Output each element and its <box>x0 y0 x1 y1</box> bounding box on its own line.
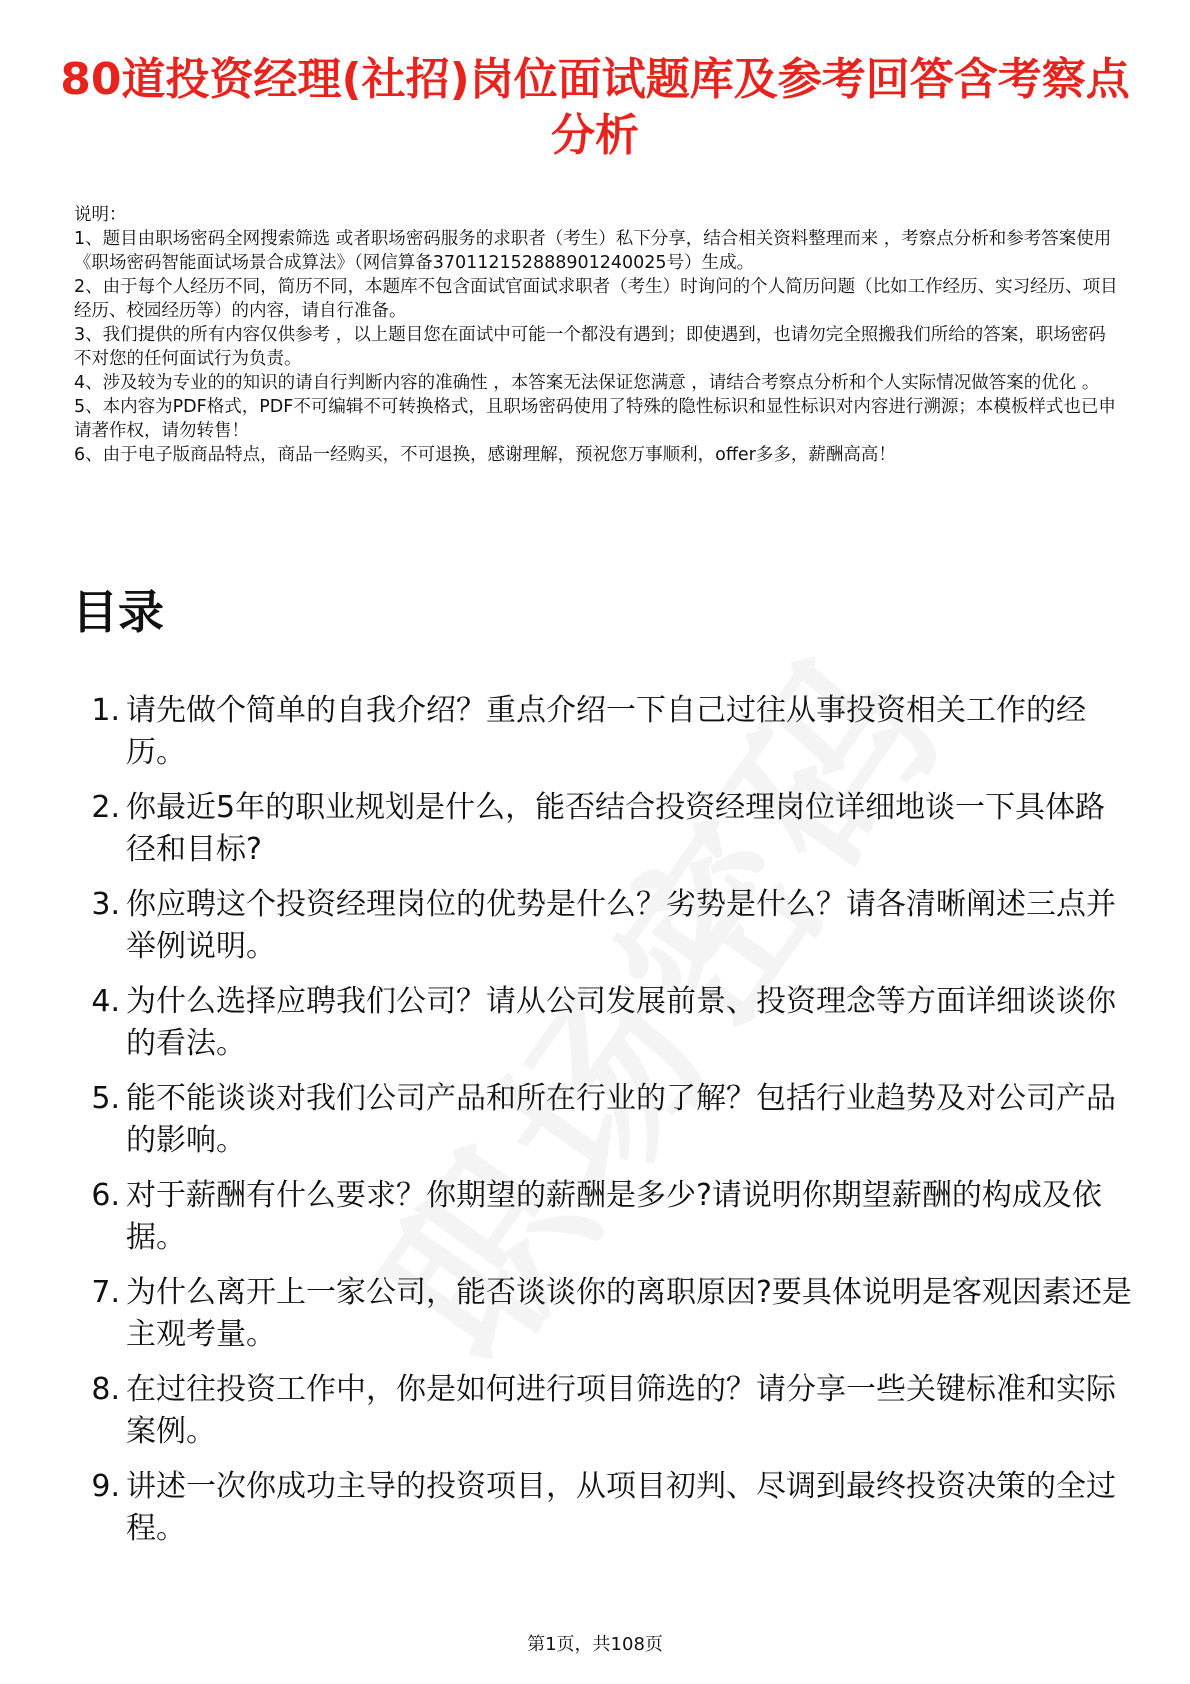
toc-item[interactable] <box>72 884 1132 968</box>
toc-item-number: 9. <box>91 1469 120 1504</box>
toc-item[interactable] <box>72 1175 1132 1259</box>
toc-item-number: 4. <box>91 984 120 1019</box>
toc-item-number: 1. <box>91 693 120 728</box>
toc-item-text: 为什么离开上一家公司，能否谈谈你的离职原因?要具体说明是客观因素还是主观考量。 <box>126 1275 1132 1352</box>
toc-item-number: 3. <box>91 887 120 922</box>
note-item: 3、我们提供的所有内容仅供参考 ，以上题目您在面试中可能一个都没有遇到；即使遇到，也请勿完全照搬我们所给的答案，职场密码不对您的任何面试行为负责。 <box>74 325 1106 369</box>
toc-item[interactable] <box>72 1078 1132 1162</box>
toc-item-number: 5. <box>91 1081 120 1116</box>
toc-item[interactable] <box>72 690 1132 774</box>
notes-section <box>74 203 1118 467</box>
toc-item-text: 能不能谈谈对我们公司产品和所在行业的了解？包括行业趋势及对公司产品的影响。 <box>126 1081 1116 1158</box>
document-title: 80道投资经理(社招)岗位面试题库及参考回答含考察点分析 <box>60 54 1130 161</box>
toc-item-text: 在过往投资工作中，你是如何进行项目筛选的？请分享一些关键标准和实际案例。 <box>126 1372 1116 1449</box>
toc-item-text: 你最近5年的职业规划是什么，能否结合投资经理岗位详细地谈一下具体路径和目标? <box>126 790 1106 867</box>
note-item: 1、题目由职场密码全网搜索筛选 或者职场密码服务的求职者（考生）私下分享，结合相关资料整理而来 ，考察点分析和参考答案使用《职场密码智能面试场景合成算法》（网信算备370112152888901240025号）生成。 <box>74 229 1112 273</box>
toc-item[interactable] <box>72 1369 1132 1453</box>
toc-item-number: 8. <box>91 1372 120 1407</box>
toc-item-text: 讲述一次你成功主导的投资项目，从项目初判、尽调到最终投资决策的全过程。 <box>126 1469 1116 1546</box>
note-item: 6、由于电子版商品特点，商品一经购买，不可退换，感谢理解，预祝您万事顺利，offer多多，薪酬高高！ <box>74 445 896 465</box>
page-footer: 第1页，共108页 <box>527 1634 663 1655</box>
toc-item-number: 6. <box>91 1178 120 1213</box>
toc-item[interactable] <box>72 1466 1132 1550</box>
toc-item[interactable] <box>72 1272 1132 1356</box>
toc-heading: 目录 <box>72 585 164 639</box>
note-item: 5、本内容为PDF格式，PDF不可编辑不可转换格式，且职场密码使用了特殊的隐性标识和显性标识对内容进行溯源；本模板样式也已申请著作权，请勿转售！ <box>74 397 1116 441</box>
toc-item-text: 请先做个简单的自我介绍？重点介绍一下自己过往从事投资相关工作的经历。 <box>126 693 1086 770</box>
toc-item-text: 对于薪酬有什么要求？你期望的薪酬是多少?请说明你期望薪酬的构成及依据。 <box>126 1178 1102 1255</box>
toc-list <box>72 690 1132 1563</box>
note-item: 2、由于每个人经历不同，简历不同，本题库不包含面试官面试求职者（考生）时询问的个人简历问题（比如工作经历、实习经历、项目经历、校园经历等）的内容，请自行准备。 <box>74 277 1118 321</box>
toc-item[interactable] <box>72 787 1132 871</box>
note-item: 4、涉及较为专业的的知识的请自行判断内容的准确性 ，本答案无法保证您满意 ，请结合考察点分析和个人实际情况做答案的优化 。 <box>74 373 1100 393</box>
toc-item-number: 2. <box>91 790 120 825</box>
toc-item-number: 7. <box>91 1275 120 1310</box>
toc-item[interactable] <box>72 981 1132 1065</box>
toc-item-text: 你应聘这个投资经理岗位的优势是什么？劣势是什么？请各清晰阐述三点并举例说明。 <box>126 887 1116 964</box>
notes-heading: 说明： <box>74 205 127 225</box>
toc-item-text: 为什么选择应聘我们公司？请从公司发展前景、投资理念等方面详细谈谈你的看法。 <box>126 984 1116 1061</box>
